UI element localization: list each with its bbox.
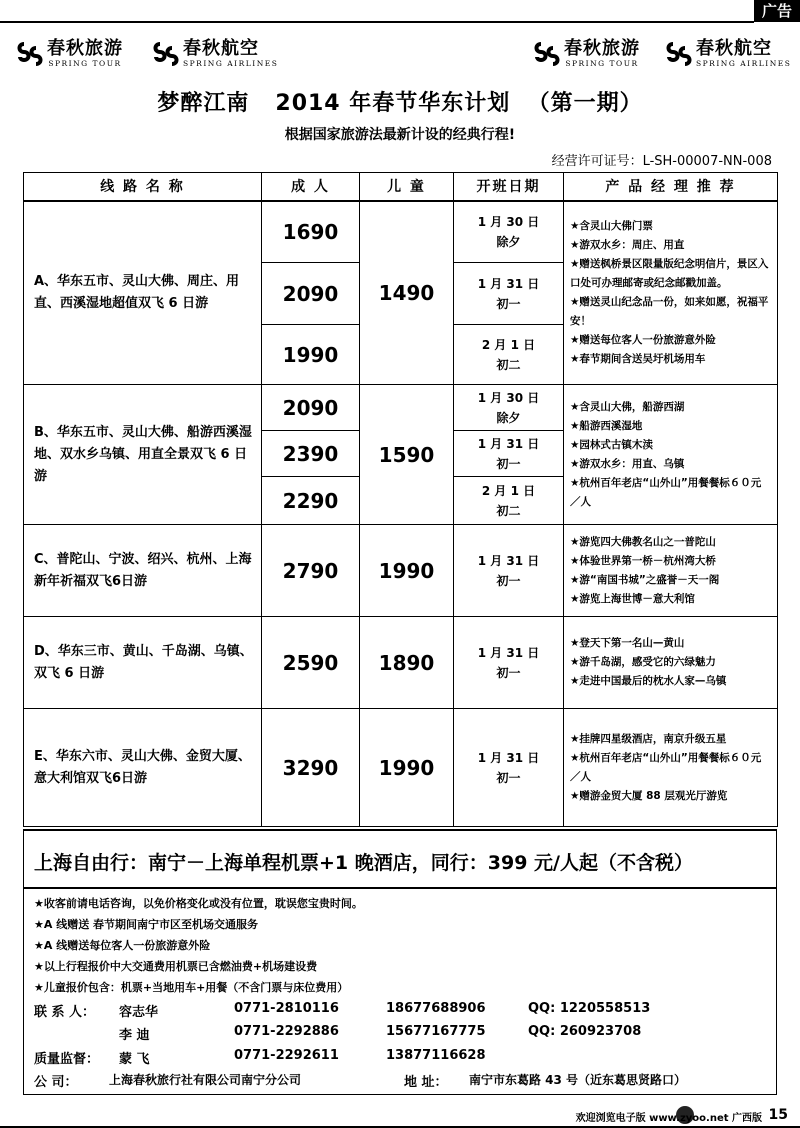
route-c-notes: ★游览四大佛教名山之一普陀山 ★体验世界第一桥－杭州湾大桥 ★游“南国书城”之盛誉－天一阁 ★游览上海世博－意大利馆	[564, 525, 778, 617]
company-name: 上海春秋旅行社有限公司南宁分公司	[109, 1073, 302, 1087]
contact-tel: 0771-2292611	[234, 1048, 339, 1063]
contact-tel: 0771-2292886	[234, 1024, 339, 1039]
license-number: 经营许可证号：L-SH-00007-NN-008	[551, 154, 772, 169]
header-route: 线 路 名 称	[24, 173, 262, 201]
adult-price: 2590	[262, 617, 360, 709]
start-date: 2 月 1 日 初二	[454, 325, 564, 385]
info-box	[23, 889, 777, 1095]
route-a-notes: ★含灵山大佛门票 ★游双水乡：周庄、用直 ★赠送枫桥景区限量版纪念明信片，景区入口处可办理邮寄或纪念邮戳加盖。 ★赠送灵山纪念品一份，如来如愿，祝福平安！ ★赠送每位客人一份旅游意外险 ★春节期间含送吴圩机场用车	[564, 201, 778, 385]
logo-en: SPRING TOUR	[565, 59, 639, 69]
logo-spring-tour-left	[16, 40, 123, 68]
table-row	[24, 525, 778, 617]
footer-text: 欢迎浏览电子版 www.zyoo.net 广西版	[575, 1113, 762, 1124]
header-recommend: 产 品 经 理 推 荐	[564, 173, 778, 201]
adult-price: 2390	[262, 431, 360, 477]
free-travel-banner	[23, 829, 777, 889]
spring-logo-icon	[533, 40, 561, 68]
address: 南宁市东葛路 43 号（近东葛思贤路口）	[469, 1073, 687, 1087]
child-price: 1890	[360, 617, 454, 709]
spring-logo-icon	[665, 40, 693, 68]
start-date: 1 月 31 日 初一	[454, 525, 564, 617]
start-date: 1 月 31 日 初一	[454, 709, 564, 827]
start-date: 1 月 31 日 初一	[454, 617, 564, 709]
label-quality: 质量监督：	[34, 1052, 100, 1067]
route-d-notes: ★登天下第一名山—黄山 ★游千岛湖，感受它的六绿魅力 ★走进中国最后的枕水人家—乌镇	[564, 617, 778, 709]
contact-qq: QQ: 1220558513	[528, 1001, 651, 1016]
page-number: 15	[768, 1107, 788, 1123]
logo-cn: 春秋航空	[183, 38, 259, 60]
child-price: 1990	[360, 709, 454, 827]
start-date: 1 月 30 日 除夕	[454, 201, 564, 263]
table-row	[24, 201, 778, 263]
info-line: ★收客前请电话咨询，以免价格变化或没有位置，耽误您宝贵时间。	[34, 897, 363, 910]
table-row	[24, 617, 778, 709]
tour-table	[23, 172, 778, 827]
adult-price: 3290	[262, 709, 360, 827]
adult-price: 1690	[262, 201, 360, 263]
child-price: 1590	[360, 385, 454, 525]
logo-cn: 春秋航空	[696, 38, 772, 60]
page-subtitle: 根据国家旅游法最新计设的经典行程!	[284, 127, 516, 143]
contact-mobile: 18677688906	[386, 1001, 486, 1016]
header-date: 开班日期	[454, 173, 564, 201]
contact-name: 蒙 飞	[119, 1052, 150, 1067]
table-row	[24, 709, 778, 827]
logo-en: SPRING AIRLINES	[183, 59, 279, 69]
page-title: 梦醉江南 2014 年春节华东计划 （第一期）	[157, 91, 643, 116]
logo-cn: 春秋旅游	[47, 38, 123, 60]
logo-en: SPRING TOUR	[48, 59, 122, 69]
table-row	[24, 385, 778, 431]
header-child: 儿 童	[360, 173, 454, 201]
logo-cn: 春秋旅游	[564, 38, 640, 60]
start-date: 1 月 30 日 除夕	[454, 385, 564, 431]
logo-spring-airlines-left	[152, 40, 278, 68]
route-e-notes: ★挂牌四星级酒店，南京升级五星 ★杭州百年老店“山外山”用餐餐标６０元／人 ★赠游金贸大厦 88 层观光厅游览	[564, 709, 778, 827]
adult-price: 2790	[262, 525, 360, 617]
contact-mobile: 15677167775	[386, 1024, 486, 1039]
label-company: 公 司：	[34, 1075, 78, 1090]
logo-spring-tour-right	[533, 40, 640, 68]
info-line: ★以上行程报价中大交通费用机票已含燃油费+机场建设费	[34, 960, 318, 973]
start-date: 1 月 31 日 初一	[454, 431, 564, 477]
logo-en: SPRING AIRLINES	[696, 59, 792, 69]
spring-logo-icon	[16, 40, 44, 68]
ad-badge: 广告	[754, 0, 800, 22]
route-b-notes: ★含灵山大佛，船游西湖 ★船游西溪湿地 ★园林式古镇木渎 ★游双水乡：用直、乌镇 ★杭州百年老店“山外山”用餐餐标６０元／人	[564, 385, 778, 525]
contact-name: 容志华	[119, 1005, 159, 1020]
child-price: 1490	[360, 201, 454, 385]
info-line: ★儿童报价包含：机票+当地用车+用餐（不含门票与床位费用）	[34, 981, 349, 994]
adult-price: 1990	[262, 325, 360, 385]
route-c-name: C、普陀山、宁波、绍兴、杭州、上海新年祈福双飞6日游	[24, 525, 262, 617]
route-e-name: E、华东六市、灵山大佛、金贸大厦、意大利馆双飞6日游	[24, 709, 262, 827]
header-adult: 成 人	[262, 173, 360, 201]
contact-tel: 0771-2810116	[234, 1001, 339, 1016]
free-travel-text: 上海自由行：南宁－上海单程机票+1 晚酒店，同行：399 元/人起（不含税）	[34, 852, 693, 874]
top-rule	[0, 21, 754, 23]
start-date: 1 月 31 日 初一	[454, 263, 564, 325]
info-line: ★A 线赠送每位客人一份旅游意外险	[34, 939, 211, 952]
adult-price: 2290	[262, 477, 360, 525]
contact-qq: QQ: 260923708	[528, 1024, 642, 1039]
child-price: 1990	[360, 525, 454, 617]
contact-mobile: 13877116628	[386, 1048, 486, 1063]
adult-price: 2090	[262, 385, 360, 431]
start-date: 2 月 1 日 初二	[454, 477, 564, 525]
info-line: ★A 线赠送 春节期间南宁市区至机场交通服务	[34, 918, 259, 931]
route-b-name: B、华东五市、灵山大佛、船游西溪湿地、双水乡乌镇、用直全景双飞 6 日游	[24, 385, 262, 525]
route-d-name: D、华东三市、黄山、千岛湖、乌镇、双飞 6 日游	[24, 617, 262, 709]
adult-price: 2090	[262, 263, 360, 325]
logo-spring-airlines-right	[665, 40, 791, 68]
route-a-name: A、华东五市、灵山大佛、周庄、用直、西溪湿地超值双飞 6 日游	[24, 201, 262, 385]
label-contact: 联 系 人：	[34, 1005, 96, 1020]
page-footer	[0, 1104, 800, 1128]
label-address: 地 址：	[404, 1075, 448, 1090]
contact-name: 李 迪	[119, 1028, 150, 1043]
spring-logo-icon	[152, 40, 180, 68]
